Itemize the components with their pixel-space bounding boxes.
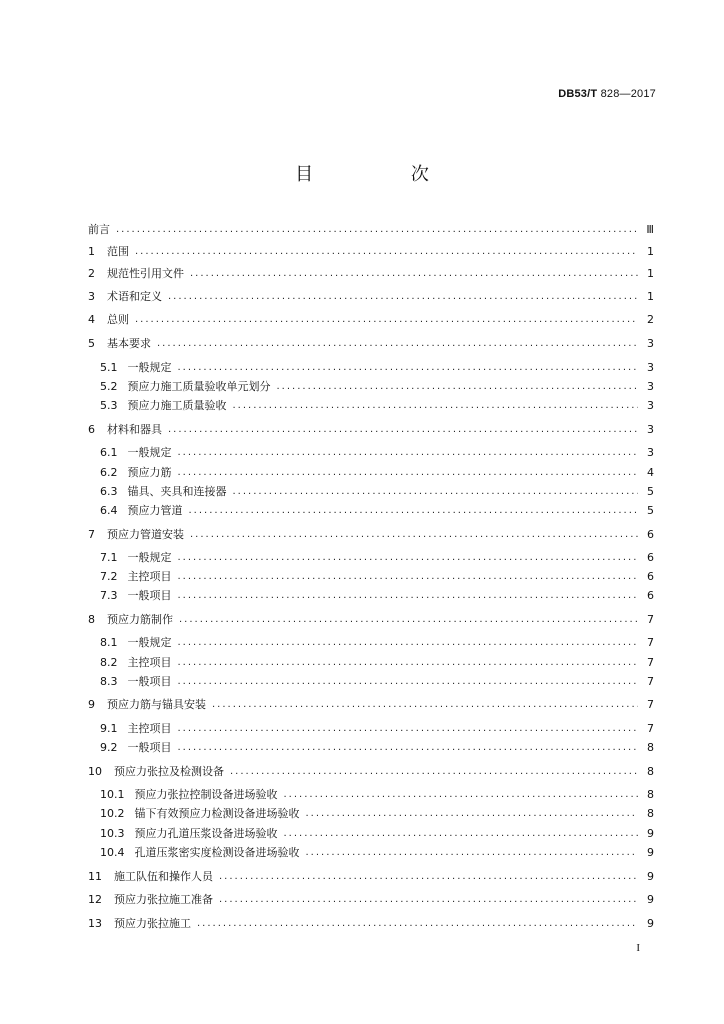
toc-leader-dots <box>230 764 638 780</box>
toc-entry-page: 3 <box>647 399 654 412</box>
toc-entry-number: 12 <box>88 893 102 906</box>
toc-leader-dots <box>219 869 638 885</box>
toc-entry-page: 6 <box>647 589 654 602</box>
toc-entry-page: 4 <box>647 466 654 479</box>
toc-entry[interactable] <box>100 826 654 842</box>
toc-entry-number: 7.3 <box>100 589 118 602</box>
toc-leader-dots <box>179 612 638 628</box>
toc-entry-label: 一般项目 <box>127 741 172 754</box>
toc-entry-number: 10.2 <box>100 807 125 820</box>
toc-leader-dots <box>178 445 639 461</box>
toc-leader-dots <box>306 845 639 861</box>
toc-entry-number: 7 <box>88 528 95 541</box>
toc-leader-dots <box>197 916 638 932</box>
toc-entry-label: 总则 <box>107 313 129 326</box>
toc-entry[interactable] <box>100 484 654 500</box>
toc-entry-page: 7 <box>647 636 654 649</box>
toc-entry-page: 8 <box>647 788 654 801</box>
toc-entry-number: 13 <box>88 917 102 930</box>
toc-entry-page: 8 <box>647 741 654 754</box>
toc-entry-page: 9 <box>647 893 654 906</box>
toc-entry[interactable] <box>88 266 654 282</box>
toc-entry-page: 6 <box>647 528 654 541</box>
toc-entry-page: 9 <box>647 917 654 930</box>
toc-entry-number: 5.2 <box>100 380 118 393</box>
toc-entry-label: 材料和器具 <box>107 423 162 436</box>
toc-entry-label: 预应力筋 <box>127 466 172 479</box>
toc-entry-page: 3 <box>647 361 654 374</box>
toc-leader-dots <box>178 721 639 737</box>
toc-leader-dots <box>212 697 638 713</box>
toc-entry-number: 8 <box>88 613 95 626</box>
standard-code <box>558 88 656 100</box>
toc-entry-label: 主控项目 <box>127 656 172 669</box>
toc-entry-label: 预应力张拉及检测设备 <box>114 765 224 778</box>
toc-entry[interactable] <box>100 845 654 861</box>
toc-entry-label: 预应力筋与锚具安装 <box>107 698 206 711</box>
toc-entry-page: 1 <box>647 267 654 280</box>
toc-entry[interactable] <box>100 674 654 690</box>
toc-leader-dots <box>157 336 638 352</box>
standard-number: 828—2017 <box>600 88 656 100</box>
toc-leader-dots <box>306 806 639 822</box>
toc-entry-label: 预应力张拉控制设备进场验收 <box>134 788 278 801</box>
toc-entry-page: 3 <box>647 446 654 459</box>
toc-entry-label: 主控项目 <box>127 570 172 583</box>
toc-entry[interactable] <box>100 787 654 803</box>
toc-entry-label: 一般规定 <box>127 551 172 564</box>
toc-entry-number: 10.3 <box>100 827 125 840</box>
toc-leader-dots <box>135 244 638 260</box>
toc-leader-dots <box>178 465 639 481</box>
toc-leader-dots <box>178 635 639 651</box>
toc-leader-dots <box>178 550 639 566</box>
toc-entry[interactable] <box>100 635 654 651</box>
toc-entry[interactable] <box>88 222 654 238</box>
toc-entry-page: 9 <box>647 846 654 859</box>
toc-entry-number: 8.1 <box>100 636 118 649</box>
toc-leader-dots <box>178 674 639 690</box>
toc-entry-number: 5.3 <box>100 399 118 412</box>
toc-entry-label: 预应力施工质量验收 <box>127 399 227 412</box>
toc-entry[interactable] <box>88 244 654 260</box>
toc-entry-number: 6.2 <box>100 466 118 479</box>
toc-leader-dots <box>233 398 639 414</box>
toc-entry[interactable] <box>100 379 654 395</box>
toc-entry-label: 锚下有效预应力检测设备进场验收 <box>134 807 300 820</box>
standard-prefix: DB53/T <box>558 88 598 100</box>
toc-entry-label: 预应力张拉施工准备 <box>114 893 213 906</box>
toc-entry-label: 术语和定义 <box>107 290 162 303</box>
toc-entry[interactable] <box>100 721 654 737</box>
toc-entry[interactable] <box>88 869 654 885</box>
toc-entry-page: 9 <box>647 870 654 883</box>
toc-entry-page: 1 <box>647 290 654 303</box>
toc-entry-label: 一般规定 <box>127 636 172 649</box>
toc-entry-label: 孔道压浆密实度检测设备进场验收 <box>134 846 300 859</box>
toc-entry[interactable] <box>88 336 654 352</box>
toc-entry-page: Ⅲ <box>646 223 654 236</box>
toc-entry-number: 11 <box>88 870 102 883</box>
toc-entry-number: 5 <box>88 337 95 350</box>
toc-entry-page: 3 <box>647 380 654 393</box>
toc-leader-dots <box>219 892 638 908</box>
toc-entry-label: 前言 <box>88 223 110 236</box>
toc-leader-dots <box>178 588 639 604</box>
toc-entry-label: 施工队伍和操作人员 <box>114 870 213 883</box>
toc-entry-page: 7 <box>647 675 654 688</box>
toc-entry-page: 1 <box>647 245 654 258</box>
toc-leader-dots <box>233 484 639 500</box>
toc-entry-page: 7 <box>647 722 654 735</box>
toc-entry-number: 9 <box>88 698 95 711</box>
toc-entry[interactable] <box>100 740 654 756</box>
toc-entry-number: 3 <box>88 290 95 303</box>
toc-leader-dots <box>189 503 639 519</box>
toc-entry-number: 6.1 <box>100 446 118 459</box>
toc-entry[interactable] <box>100 503 654 519</box>
toc-entry-label: 范围 <box>107 245 129 258</box>
toc-entry-label: 规范性引用文件 <box>107 267 184 280</box>
toc-entry-number: 10.4 <box>100 846 125 859</box>
toc-entry-page: 6 <box>647 551 654 564</box>
toc-entry-number: 6.3 <box>100 485 118 498</box>
toc-entry[interactable] <box>88 289 654 305</box>
toc-entry-page: 7 <box>647 698 654 711</box>
toc-entry[interactable] <box>88 312 654 328</box>
toc-entry-label: 预应力筋制作 <box>107 613 173 626</box>
toc-entry-number: 9.2 <box>100 741 118 754</box>
toc-entry[interactable] <box>88 612 654 628</box>
toc-leader-dots <box>178 740 639 756</box>
toc-entry[interactable] <box>88 697 654 713</box>
toc-entry-page: 5 <box>647 504 654 517</box>
toc-entry-page: 2 <box>647 313 654 326</box>
toc-entry-number: 8.2 <box>100 656 118 669</box>
toc-entry-number: 7.2 <box>100 570 118 583</box>
toc-entry-label: 预应力施工质量验收单元划分 <box>127 380 271 393</box>
toc-entry-number: 10.1 <box>100 788 125 801</box>
toc-entry[interactable] <box>88 527 654 543</box>
toc-entry-label: 预应力管道安装 <box>107 528 184 541</box>
toc-entry[interactable] <box>100 360 654 376</box>
toc-entry-label: 一般项目 <box>127 675 172 688</box>
toc-entry-label: 基本要求 <box>107 337 151 350</box>
toc-entry[interactable] <box>100 569 654 585</box>
toc-entry-label: 主控项目 <box>127 722 172 735</box>
toc-leader-dots <box>178 569 639 585</box>
footer-page-number: I <box>636 942 640 954</box>
toc-entry-page: 3 <box>647 423 654 436</box>
toc-entry[interactable] <box>88 764 654 780</box>
toc-entry-page: 7 <box>647 656 654 669</box>
toc-entry[interactable] <box>100 445 654 461</box>
toc-entry-number: 2 <box>88 267 95 280</box>
toc-entry-page: 3 <box>647 337 654 350</box>
toc-entry[interactable] <box>100 588 654 604</box>
toc-leader-dots <box>178 655 639 671</box>
toc-leader-dots <box>168 422 638 438</box>
toc-entry-number: 7.1 <box>100 551 118 564</box>
toc-entry-page: 8 <box>647 807 654 820</box>
toc-leader-dots <box>284 826 639 842</box>
toc-entry[interactable] <box>88 892 654 908</box>
toc-entry-label: 预应力张拉施工 <box>114 917 191 930</box>
toc-entry-label: 锚具、夹具和连接器 <box>127 485 227 498</box>
toc-entry-number: 10 <box>88 765 102 778</box>
toc-leader-dots <box>190 266 638 282</box>
toc-leader-dots <box>116 222 638 238</box>
toc-entry-label: 预应力孔道压浆设备进场验收 <box>134 827 278 840</box>
toc-entry-number: 4 <box>88 313 95 326</box>
toc-entry-number: 5.1 <box>100 361 118 374</box>
toc-leader-dots <box>168 289 638 305</box>
toc-entry-page: 8 <box>647 765 654 778</box>
toc-entry-number: 6 <box>88 423 95 436</box>
toc-entry[interactable] <box>100 465 654 481</box>
toc-entry[interactable] <box>88 422 654 438</box>
toc-entry-page: 6 <box>647 570 654 583</box>
toc-entry-label: 预应力管道 <box>127 504 183 517</box>
toc-entry-number: 6.4 <box>100 504 118 517</box>
toc-entry-page: 7 <box>647 613 654 626</box>
toc-entry-number: 9.1 <box>100 722 118 735</box>
toc-entry-label: 一般项目 <box>127 589 172 602</box>
page-title: 目 次 <box>295 164 475 185</box>
toc-entry[interactable] <box>100 550 654 566</box>
toc-entry-number: 1 <box>88 245 95 258</box>
toc-entry-page: 5 <box>647 485 654 498</box>
toc-entry[interactable] <box>100 655 654 671</box>
toc-entry-label: 一般规定 <box>127 361 172 374</box>
toc-entry[interactable] <box>88 916 654 932</box>
toc-leader-dots <box>178 360 639 376</box>
toc-leader-dots <box>190 527 638 543</box>
toc-entry-label: 一般规定 <box>127 446 172 459</box>
toc-entry[interactable] <box>100 398 654 414</box>
toc-entry-page: 9 <box>647 827 654 840</box>
toc-entry-number: 8.3 <box>100 675 118 688</box>
toc-leader-dots <box>277 379 639 395</box>
toc-leader-dots <box>135 312 638 328</box>
toc-leader-dots <box>284 787 639 803</box>
toc-entry[interactable] <box>100 806 654 822</box>
